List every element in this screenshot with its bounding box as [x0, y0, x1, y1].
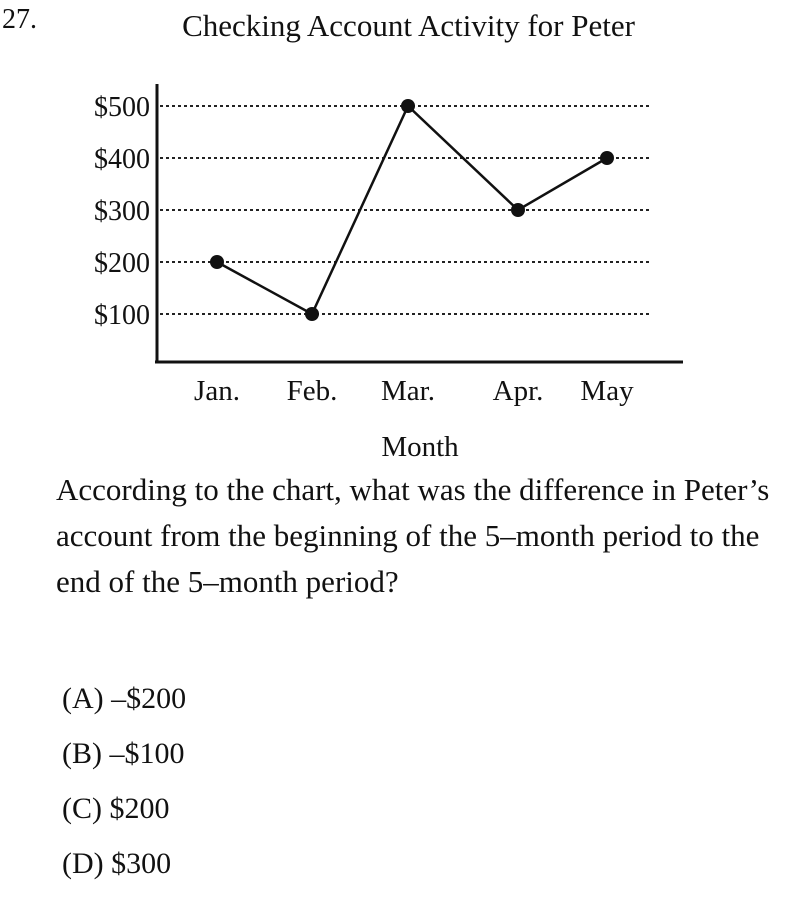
line-chart — [0, 60, 795, 465]
choice-letter: (A) — [62, 682, 104, 715]
y-tick-label: $300 — [94, 196, 150, 227]
x-tick-label: Mar. — [381, 375, 435, 407]
y-tick-label: $200 — [94, 248, 150, 279]
answer-choice[interactable] — [62, 676, 186, 731]
question-number: 27. — [2, 4, 37, 35]
choice-letter: (C) — [62, 792, 102, 825]
question-text: According to the chart, what was the difference in Peter’s account from the beginning of the 5–month period to the end of the 5–month period? — [56, 472, 770, 599]
x-tick-label: Jan. — [194, 375, 240, 407]
x-axis-label: Month — [381, 431, 459, 463]
chart-title: Checking Account Activity for Peter — [182, 8, 635, 43]
y-tick-label: $100 — [94, 300, 150, 331]
data-point — [600, 151, 614, 165]
answer-choice[interactable] — [62, 786, 186, 841]
answer-choice[interactable] — [62, 731, 186, 786]
gridlines — [160, 106, 652, 314]
answer-choice[interactable] — [62, 841, 186, 896]
y-tick-labels — [94, 92, 150, 331]
x-tick-label: May — [580, 375, 634, 407]
choice-text: $200 — [109, 792, 170, 825]
x-tick-label: Feb. — [286, 375, 338, 407]
data-point — [210, 255, 224, 269]
choice-text: –$100 — [109, 737, 185, 770]
choice-text: $300 — [111, 847, 172, 880]
y-tick-label: $500 — [94, 92, 150, 123]
choice-letter: (B) — [62, 737, 102, 770]
x-tick-labels — [194, 375, 634, 407]
answer-choices — [62, 676, 186, 896]
data-point — [305, 307, 319, 321]
x-tick-label: Apr. — [492, 375, 544, 407]
choice-text: –$200 — [111, 682, 187, 715]
data-point — [401, 99, 415, 113]
y-tick-label: $400 — [94, 144, 150, 175]
data-point — [511, 203, 525, 217]
choice-letter: (D) — [62, 847, 104, 880]
